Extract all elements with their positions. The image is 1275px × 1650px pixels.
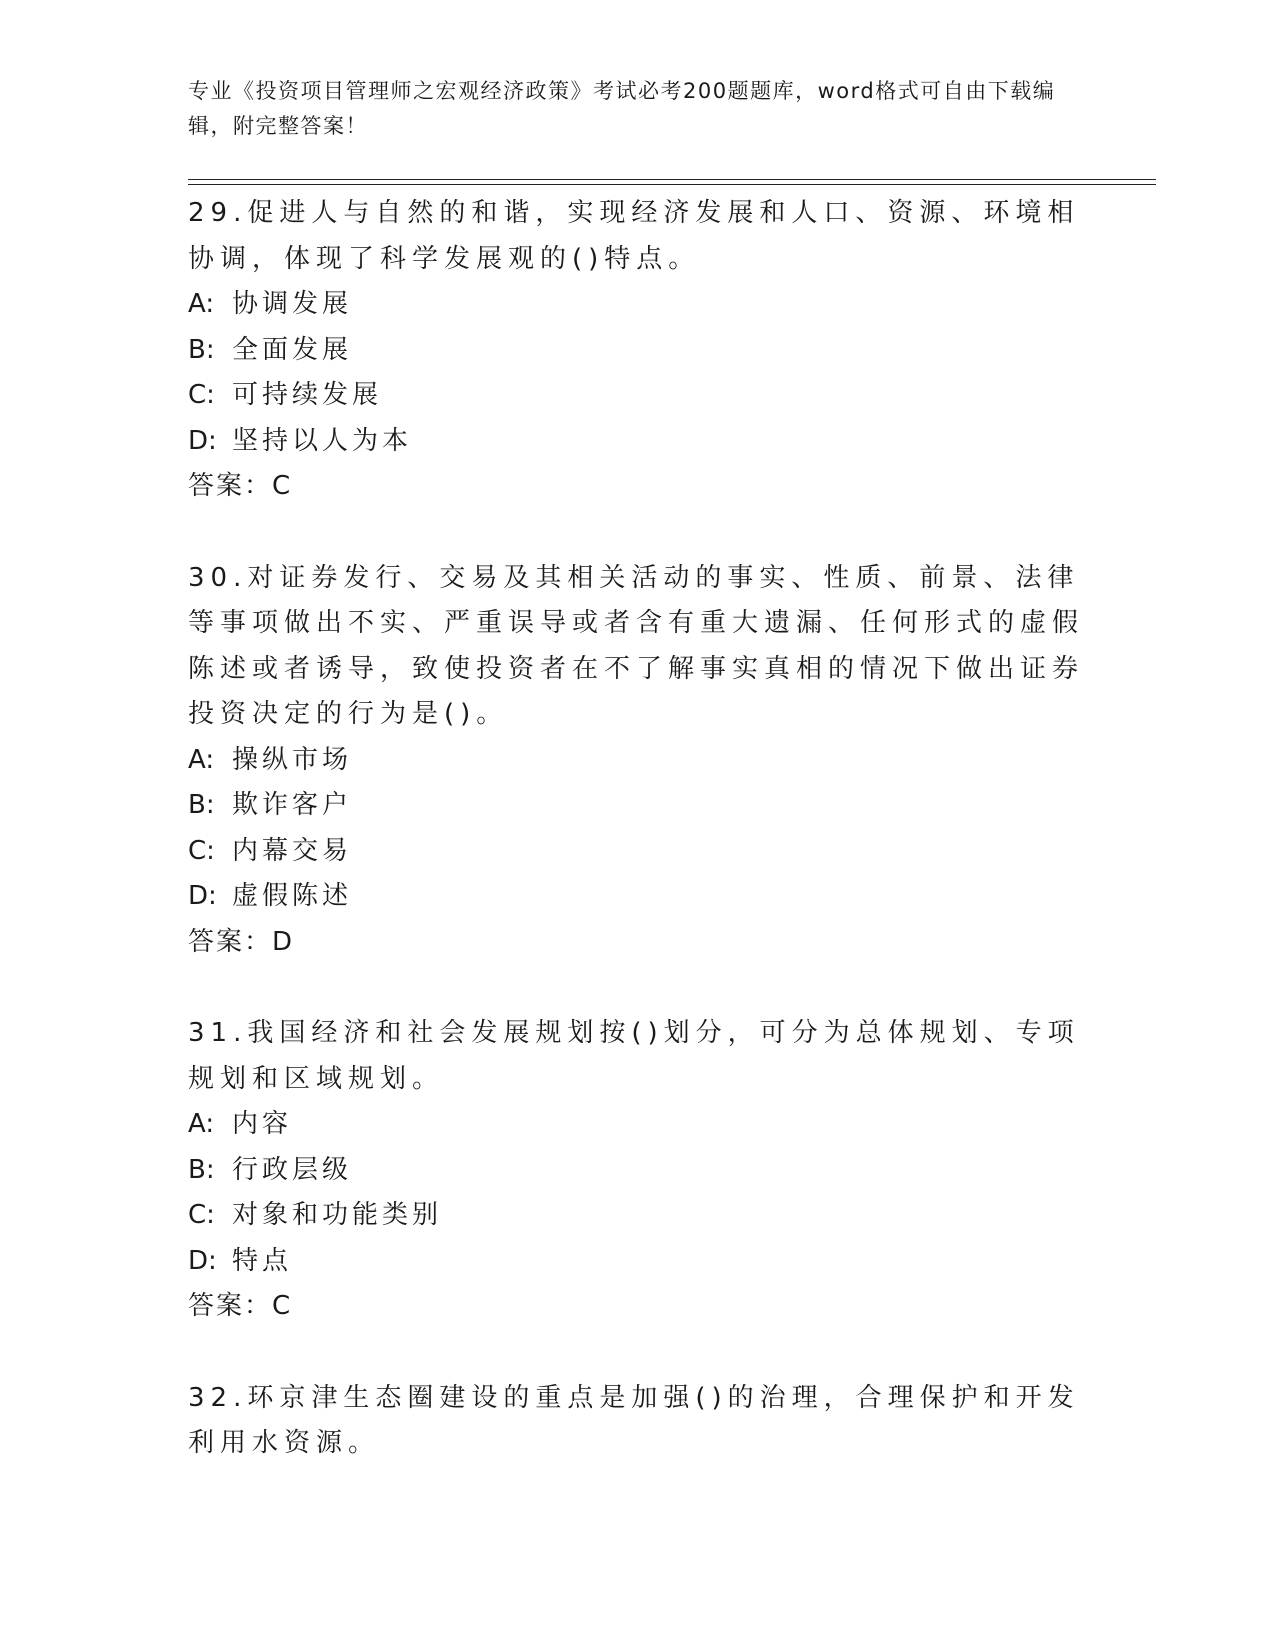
option-letter: C: — [188, 835, 215, 866]
option-letter: B: — [188, 1154, 215, 1185]
option-letter: D: — [188, 425, 217, 456]
option-letter: A: — [188, 1109, 215, 1139]
question-31 — [188, 1011, 1088, 1330]
option-text: 欺诈客户 — [232, 790, 353, 820]
option-text: 虚假陈述 — [232, 881, 353, 911]
option-letter: A: — [188, 744, 215, 775]
question-stem: 32.环京津生态圈建设的重点是加强()的治理，合理保护和开发利用水资源。 — [188, 1382, 1080, 1458]
option-a — [188, 738, 1088, 784]
option-text: 操纵市场 — [232, 744, 353, 775]
option-letter: B: — [188, 790, 215, 820]
option-text: 行政层级 — [232, 1154, 353, 1185]
option-text: 协调发展 — [232, 289, 353, 319]
header-divider-bottom — [188, 184, 1156, 185]
option-d — [188, 874, 1088, 920]
answer-value: D — [272, 926, 293, 957]
option-b — [188, 1148, 1088, 1194]
option-text: 内幕交易 — [232, 835, 353, 866]
option-text: 特点 — [232, 1245, 293, 1276]
question-stem: 31.我国经济和社会发展规划按()划分，可分为总体规划、专项规划和区域规划。 — [188, 1018, 1080, 1094]
header-divider-top — [188, 179, 1156, 180]
option-d — [188, 419, 1088, 465]
question-29 — [188, 191, 1088, 510]
answer-line — [188, 920, 1088, 966]
question-30 — [188, 556, 1088, 966]
option-b — [188, 783, 1088, 829]
question-32 — [188, 1376, 1088, 1467]
question-stem: 29.促进人与自然的和谐，实现经济发展和人口、资源、环境相协调，体现了科学发展观的()特点。 — [188, 198, 1080, 274]
question-list — [188, 191, 1088, 1513]
option-b — [188, 328, 1088, 374]
option-text: 坚持以人为本 — [232, 425, 413, 456]
answer-label: 答案： — [188, 1291, 273, 1321]
option-text: 可持续发展 — [232, 380, 383, 410]
option-a — [188, 1102, 1088, 1148]
answer-value: C — [272, 471, 291, 501]
option-letter: C: — [188, 380, 215, 410]
option-c — [188, 829, 1088, 875]
answer-label: 答案： — [188, 471, 273, 501]
option-c — [188, 373, 1088, 419]
option-text: 内容 — [232, 1109, 293, 1139]
option-a — [188, 282, 1088, 328]
answer-line — [188, 464, 1088, 510]
option-text: 对象和功能类别 — [232, 1200, 443, 1230]
option-letter: D: — [188, 881, 217, 911]
option-c — [188, 1193, 1088, 1239]
question-stem: 30.对证券发行、交易及其相关活动的事实、性质、前景、法律等事项做出不实、严重误导或者含有重大遗漏、任何形式的虚假陈述或者诱导，致使投资者在不了解事实真相的情况下做出证券投资决定的行为是()。 — [188, 562, 1085, 729]
option-letter: B: — [188, 334, 215, 365]
option-text: 全面发展 — [232, 334, 353, 365]
option-letter: C: — [188, 1200, 215, 1230]
answer-label: 答案： — [188, 926, 273, 957]
option-letter: D: — [188, 1245, 217, 1276]
document-header: 专业《投资项目管理师之宏观经济政策》考试必考200题题库，word格式可自由下载编辑，附完整答案！ — [188, 79, 1056, 138]
option-letter: A: — [188, 289, 215, 319]
answer-line — [188, 1284, 1088, 1330]
option-d — [188, 1239, 1088, 1285]
answer-value: C — [272, 1291, 291, 1321]
